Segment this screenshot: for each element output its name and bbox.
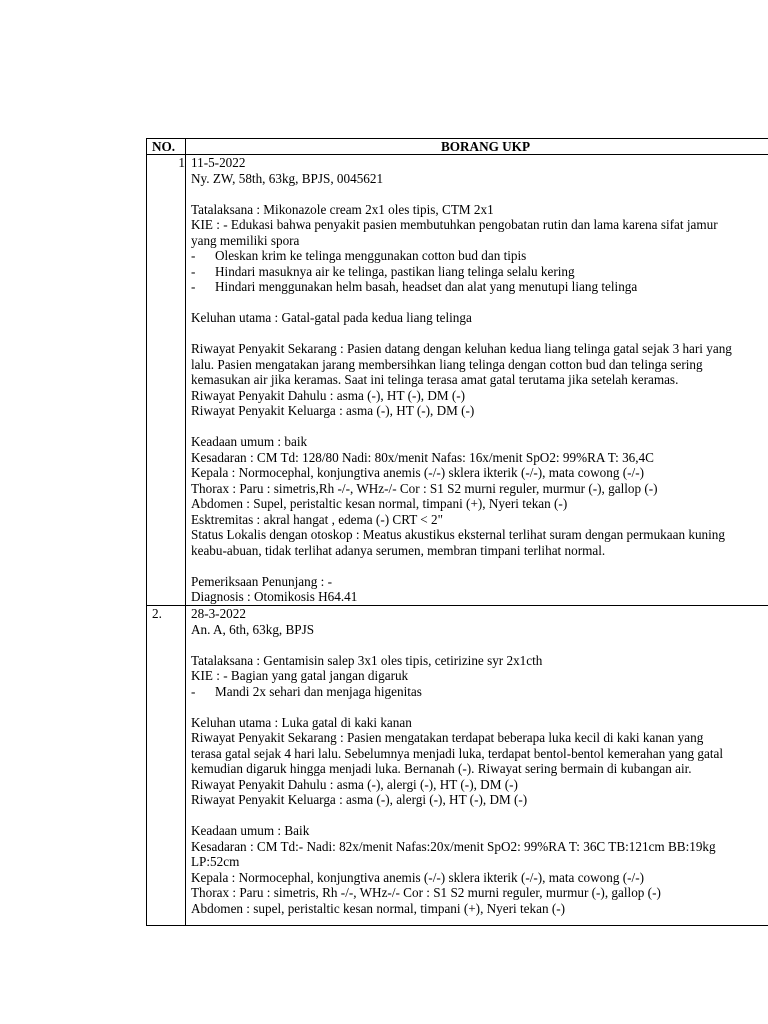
kie-item-text: Oleskan krim ke telinga menggunakan cotton bud dan tipis bbox=[215, 248, 527, 263]
rpd: Riwayat Penyakit Dahulu : asma (-), HT (-), DM (-) bbox=[191, 387, 466, 403]
keadaan-umum: Keadaan umum : Baik bbox=[191, 823, 310, 838]
kie-line: KIE : - Edukasi bahwa penyakit pasien membutuhkan pengobatan rutin dan lama karena sifat jamur bbox=[191, 217, 718, 232]
tatalaksana: Tatalaksana : Gentamisin salep 3x1 oles tipis, cetirizine syr 2x1cth bbox=[191, 652, 543, 668]
borang-ukp-table bbox=[146, 138, 768, 926]
bullet-dash: - bbox=[191, 683, 196, 699]
rps-line: lalu. Pasien mengatakan jarang membersihkan liang telinga dengan cotton bud dan telinga sering bbox=[191, 356, 703, 372]
thorax: Thorax : Paru : simetris, Rh -/-, WHz-/- Cor : S1 S2 murni reguler, murmur (-), gallop (-) bbox=[191, 885, 661, 900]
rps-line: Riwayat Penyakit Sekarang : Pasien datang dengan keluhan kedua liang telinga gatal sejak 3 hari yang bbox=[191, 341, 732, 356]
kesadaran: Kesadaran : CM Td:- Nadi: 82x/menit Nafas:20x/menit SpO2: 99%RA T: 36C TB:121cm BB:19kg bbox=[191, 838, 716, 854]
kesadaran: Kesadaran : CM Td: 128/80 Nadi: 80x/menit Nafas: 16x/menit SpO2: 99%RA T: 36,4C bbox=[191, 449, 654, 465]
rps-line: Riwayat Penyakit Sekarang : Pasien mengatakan terdapat beberapa luka kecil di kaki kanan yang bbox=[191, 730, 704, 745]
spacer bbox=[191, 419, 768, 435]
abdomen: Abdomen : supel, peristaltic kesan normal, timpani (+), Nyeri tekan (-) bbox=[191, 900, 566, 916]
spacer bbox=[191, 808, 768, 824]
spacer bbox=[191, 558, 768, 574]
spacer bbox=[191, 186, 768, 202]
header-no: NO. bbox=[147, 139, 186, 155]
bullet-dash: - bbox=[191, 263, 196, 279]
status-lokalis: keabu-abuan, tidak terlihat adanya serumen, membran timpani terlihat normal. bbox=[191, 542, 606, 558]
rps-line: terasa gatal sejak 4 hari lalu. Sebelumnya menjadi luka, terdapat bentol-bentol kemerahan yang gatal bbox=[191, 745, 724, 761]
kepala: Kepala : Normocephal, konjungtiva anemis (-/-) sklera ikterik (-/-), mata cowong (-/-) bbox=[191, 465, 644, 480]
table-row bbox=[147, 606, 768, 926]
bullet-dash: - bbox=[191, 248, 196, 263]
tatalaksana: Tatalaksana : Mikonazole cream 2x1 oles tipis, CTM 2x1 bbox=[191, 201, 494, 217]
kie-line: KIE : - Bagian yang gatal jangan digaruk bbox=[191, 668, 409, 683]
spacer bbox=[191, 637, 768, 653]
kie-item bbox=[191, 264, 768, 280]
kie-item-text: Hindari masuknya air ke telinga, pastikan liang telinga selalu kering bbox=[215, 263, 575, 279]
kepala: Kepala : Normocephal, konjungtiva anemis (-/-) sklera ikterik (-/-), mata cowong (-/-) bbox=[191, 869, 644, 885]
table-header-row bbox=[147, 139, 768, 155]
bullet-dash: - bbox=[191, 279, 196, 294]
diagnosis: Diagnosis : Otomikosis H64.41 bbox=[191, 589, 358, 604]
kie-item bbox=[191, 279, 768, 295]
keluhan-utama: Keluhan utama : Luka gatal di kaki kanan bbox=[191, 714, 412, 730]
patient-info: An. A, 6th, 63kg, BPJS bbox=[191, 621, 315, 637]
spacer bbox=[191, 295, 768, 311]
status-lokalis: Status Lokalis dengan otoskop : Meatus akustikus eksternal terlihat suram dengan permukaan kuning bbox=[191, 527, 725, 542]
kesadaran: LP:52cm bbox=[191, 854, 240, 869]
rps-line: kemudian digaruk hingga menjadi luka. Bernanah (-). Riwayat sering bermain di kubangan air. bbox=[191, 761, 692, 776]
rpk: Riwayat Penyakit Keluarga : asma (-), alergi (-), HT (-), DM (-) bbox=[191, 792, 528, 807]
spacer bbox=[191, 326, 768, 342]
patient-info: Ny. ZW, 58th, 63kg, BPJS, 0045621 bbox=[191, 170, 384, 186]
row-number: 2. bbox=[147, 606, 186, 926]
kie-item bbox=[191, 248, 768, 264]
record-date: 11-5-2022 bbox=[191, 155, 246, 170]
kie-line: yang memiliki spora bbox=[191, 232, 300, 248]
record-content bbox=[186, 155, 768, 606]
pemeriksaan-penunjang: Pemeriksaan Penunjang : - bbox=[191, 573, 332, 589]
rpk: Riwayat Penyakit Keluarga : asma (-), HT (-), DM (-) bbox=[191, 403, 475, 418]
table-row bbox=[147, 155, 768, 606]
row-number: 1 bbox=[147, 155, 186, 606]
kie-item-text: Mandi 2x sehari dan menjaga higenitas bbox=[215, 683, 422, 699]
thorax: Thorax : Paru : simetris,Rh -/-, WHz-/- Cor : S1 S2 murni reguler, murmur (-), gallop (-) bbox=[191, 480, 658, 496]
record-date: 28-3-2022 bbox=[191, 606, 246, 621]
spacer bbox=[191, 699, 768, 715]
keadaan-umum: Keadaan umum : baik bbox=[191, 434, 308, 449]
kie-item bbox=[191, 684, 768, 700]
keluhan-utama: Keluhan utama : Gatal-gatal pada kedua liang telinga bbox=[191, 310, 472, 325]
header-title: BORANG UKP bbox=[186, 139, 768, 155]
kie-item-text: Hindari menggunakan helm basah, headset dan alat yang menutupi liang telinga bbox=[215, 279, 638, 294]
abdomen: Abdomen : Supel, peristaltic kesan normal, timpani (+), Nyeri tekan (-) bbox=[191, 496, 568, 511]
rps-line: kemasukan air jika keramas. Saat ini telinga terasa amat gatal terutama jika setelah keramas. bbox=[191, 372, 679, 387]
record-content bbox=[186, 606, 768, 926]
ekstremitas: Esktremitas : akral hangat , edema (-) CRT < 2" bbox=[191, 511, 444, 527]
rpd: Riwayat Penyakit Dahulu : asma (-), alergi (-), HT (-), DM (-) bbox=[191, 776, 518, 792]
